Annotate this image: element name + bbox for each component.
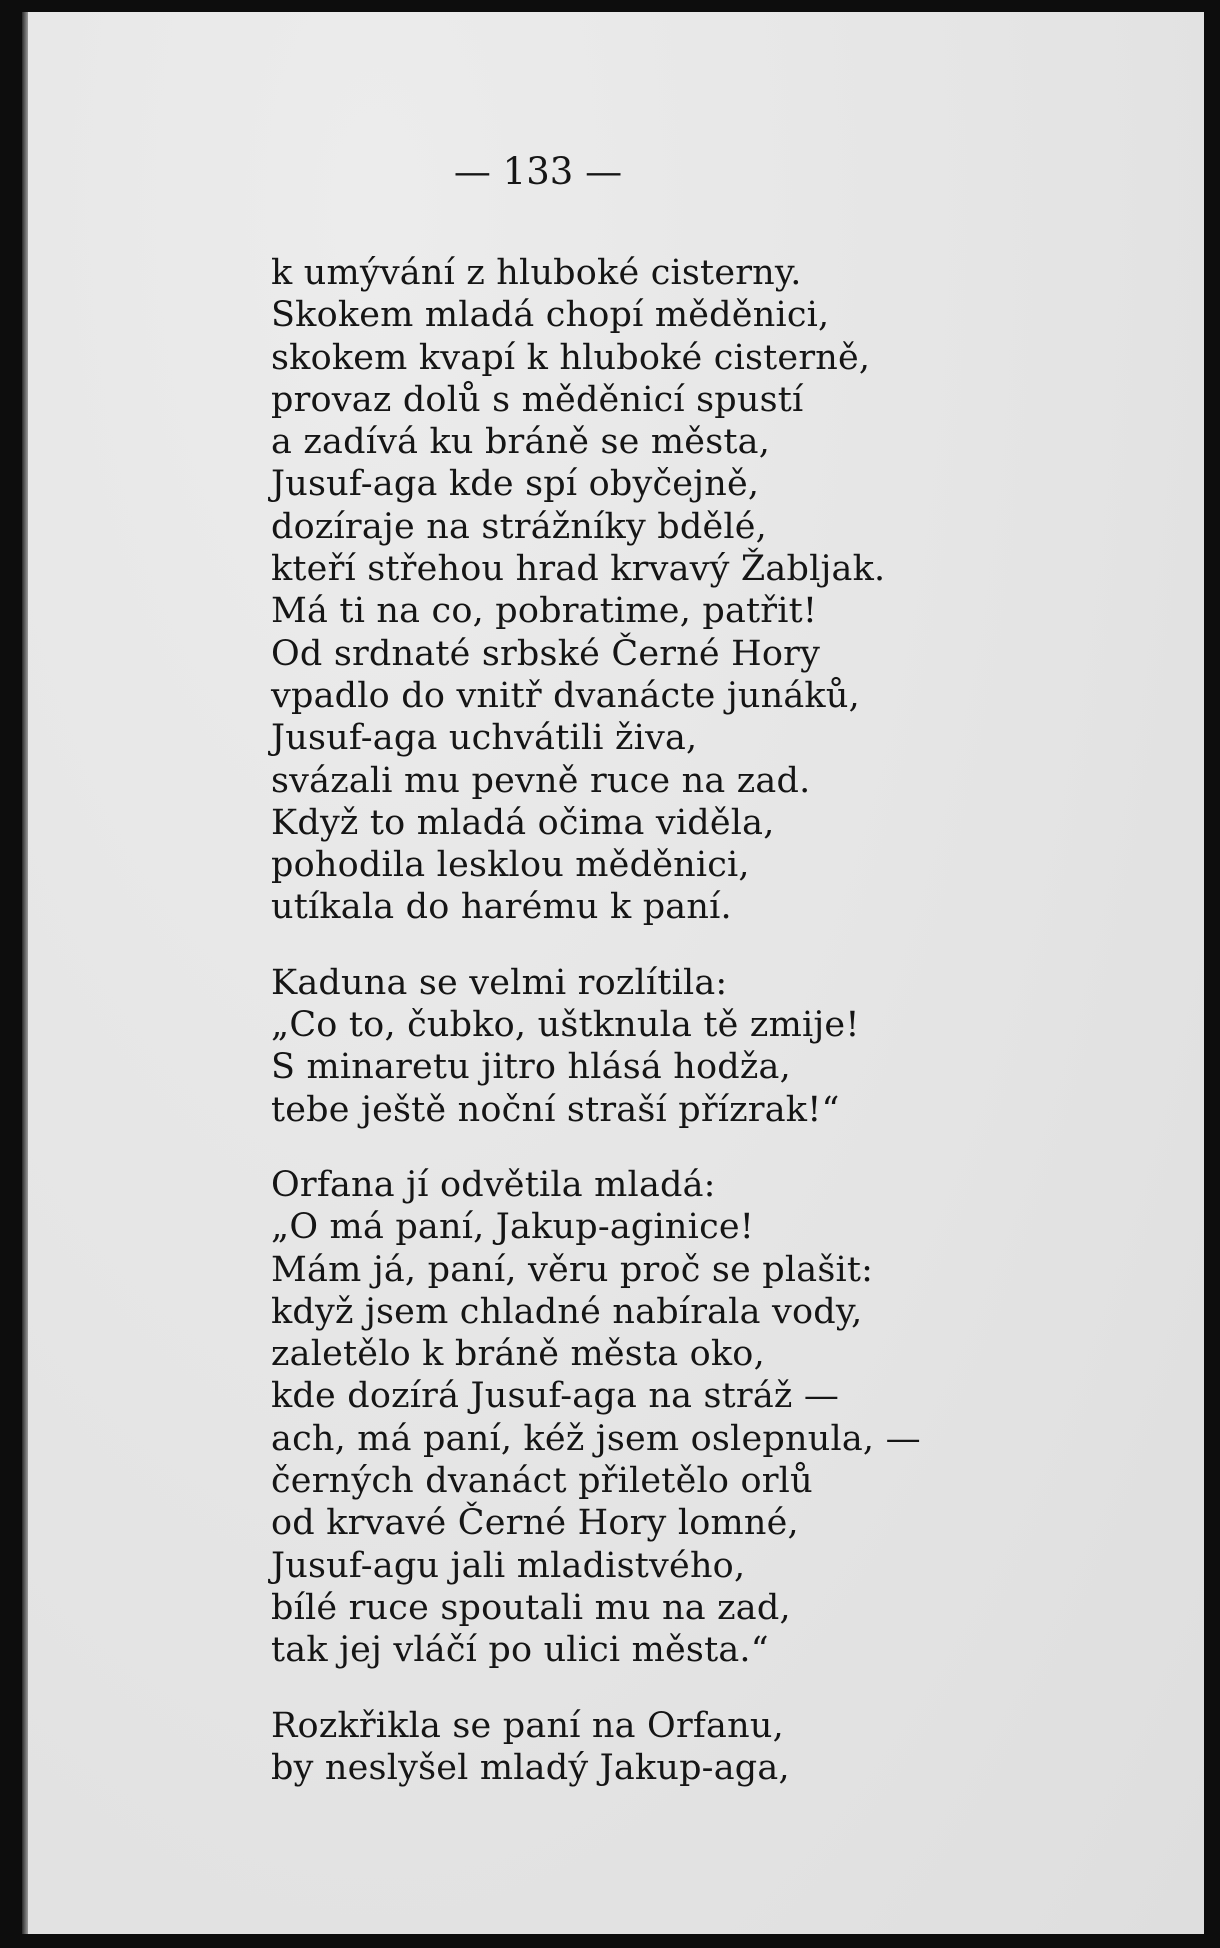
poem-line: a zadívá ku bráně se města, bbox=[271, 422, 771, 463]
poem-line: Rozkřikla se paní na Orfanu, bbox=[271, 1705, 784, 1746]
poem-line: bílé ruce spoutali mu na zad, bbox=[271, 1587, 791, 1628]
poem-line: tak jej vláčí po ulici města.“ bbox=[271, 1630, 769, 1671]
stanza bbox=[271, 1705, 921, 1790]
poem-line: Jusuf-aga kde spí obyčejně, bbox=[271, 464, 760, 505]
poem-line: svázali mu pevně ruce na zad. bbox=[271, 760, 811, 801]
poem-line: vpadlo do vnitř dvanácte junáků, bbox=[271, 675, 860, 716]
poem-line: provaz dolů s měděnicí spustí bbox=[271, 379, 804, 420]
page-edge bbox=[22, 12, 28, 1934]
poem-line: utíkala do harému k paní. bbox=[271, 887, 732, 928]
poem-line: Od srdnaté srbské Černé Hory bbox=[271, 633, 821, 674]
poem-line: S minaretu jitro hlásá hodža, bbox=[271, 1047, 791, 1088]
poem-line: zaletělo k bráně města oko, bbox=[271, 1334, 765, 1375]
poem-line: ach, má paní, kéž jsem oslepnula, — bbox=[271, 1418, 921, 1459]
poem-line: „Co to, čubko, uštknula tě zmije! bbox=[271, 1005, 860, 1046]
poem-line: od krvavé Černé Hory lomné, bbox=[271, 1503, 799, 1544]
poem-text bbox=[271, 252, 921, 1789]
poem-line: Jusuf-aga uchvátili živa, bbox=[271, 718, 698, 759]
stanza bbox=[271, 252, 921, 929]
poem-line: Když to mladá očima viděla, bbox=[271, 802, 775, 843]
poem-line: Jusuf-agu jali mladistvého, bbox=[271, 1545, 746, 1586]
poem-line: Má ti na co, pobratime, patřit! bbox=[271, 591, 818, 632]
poem-line: když jsem chladné nabírala vody, bbox=[271, 1291, 863, 1332]
poem-line: „O má paní, Jakup-aginice! bbox=[271, 1207, 755, 1248]
poem-line: tebe ještě noční straší přízrak!“ bbox=[271, 1089, 840, 1130]
stanza bbox=[271, 962, 921, 1131]
poem-line: k umývání z hluboké cisterny. bbox=[271, 253, 802, 293]
page-number: — 133 — bbox=[453, 150, 623, 193]
poem-line: Kaduna se velmi rozlítila: bbox=[271, 962, 728, 1003]
poem-line: černých dvanáct přiletělo orlů bbox=[271, 1461, 813, 1502]
poem-line: Mám já, paní, věru proč se plašit: bbox=[271, 1249, 874, 1290]
book-page bbox=[22, 12, 1204, 1934]
poem-line: Skokem mladá chopí měděnici, bbox=[271, 295, 830, 336]
poem-line: Orfana jí odvětila mladá: bbox=[271, 1164, 716, 1205]
poem-line: kteří střehou hrad krvavý Žabljak. bbox=[271, 549, 886, 590]
poem-line: by neslyšel mladý Jakup-aga, bbox=[271, 1747, 790, 1788]
poem-line: dozíraje na strážníky bdělé, bbox=[271, 506, 767, 547]
poem-line: kde dozírá Jusuf-aga na stráž — bbox=[271, 1376, 840, 1417]
stanza bbox=[271, 1164, 921, 1672]
poem-line: skokem kvapí k hluboké cisterně, bbox=[271, 337, 871, 378]
poem-line: pohodila lesklou měděnici, bbox=[271, 845, 750, 886]
